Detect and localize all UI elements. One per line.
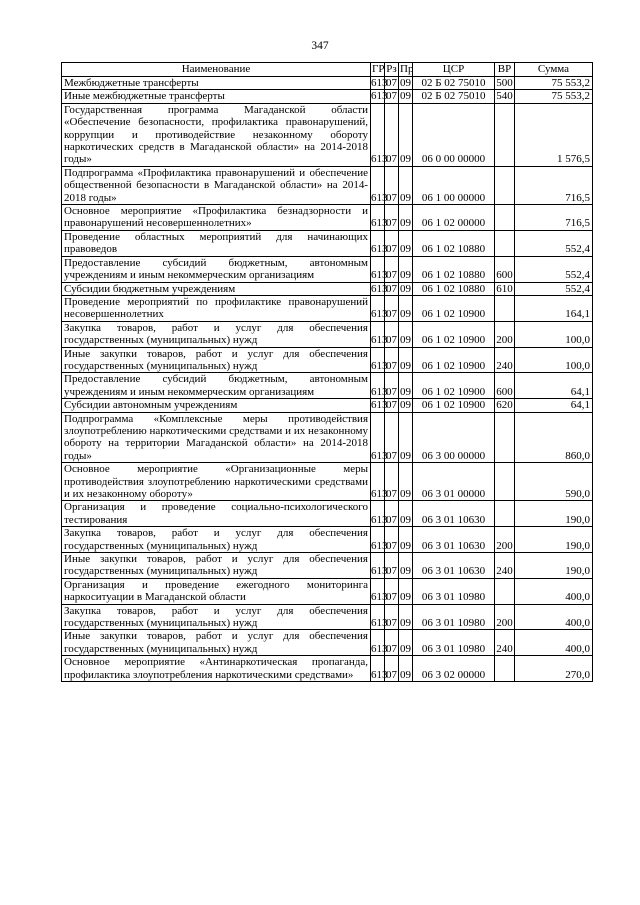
cell-pr: 09 bbox=[399, 166, 413, 204]
cell-gr: 613 bbox=[371, 373, 385, 399]
cell-csr: 06 3 01 10980 bbox=[413, 578, 495, 604]
cell-vr bbox=[495, 103, 515, 166]
cell-rz: 07 bbox=[386, 282, 397, 295]
cell-csr: 02 Б 02 75010 bbox=[413, 77, 495, 90]
cell-pr: 09 bbox=[399, 553, 413, 579]
header-pr: Пр bbox=[400, 63, 414, 76]
cell-gr: 613 bbox=[371, 205, 385, 231]
cell-rz: 07 bbox=[385, 501, 399, 527]
table-row bbox=[62, 630, 593, 656]
cell-pr: 09 bbox=[399, 527, 413, 553]
cell-pr: 09 bbox=[399, 347, 413, 373]
cell-sum: 100,0 bbox=[515, 321, 593, 347]
header-vr: ВР bbox=[495, 63, 515, 77]
cell-sum: 552,4 bbox=[515, 256, 593, 282]
cell-csr: 06 3 01 10980 bbox=[413, 604, 495, 630]
cell-sum: 552,4 bbox=[515, 230, 593, 256]
cell-gr: 613 bbox=[371, 463, 385, 501]
table-row bbox=[62, 295, 593, 321]
cell-vr bbox=[495, 463, 515, 501]
cell-gr: 613 bbox=[371, 412, 385, 463]
cell-csr: 06 3 01 10630 bbox=[413, 527, 495, 553]
table-row bbox=[62, 103, 593, 166]
cell-gr: 613 bbox=[371, 77, 388, 89]
cell-name: Предоставление субсидий бюджетным, автономным учреждениям и иным некоммерческим организациям bbox=[62, 256, 371, 282]
cell-name: Иные закупки товаров, работ и услуг для обеспечения государственных (муниципальных) нужд bbox=[62, 553, 371, 579]
cell-csr: 06 1 02 10900 bbox=[413, 295, 495, 321]
cell-vr bbox=[495, 578, 515, 604]
cell-gr: 613 bbox=[371, 321, 385, 347]
cell-vr bbox=[495, 656, 515, 682]
cell-csr: 06 3 02 00000 bbox=[413, 656, 495, 682]
cell-rz: 07 bbox=[385, 553, 399, 579]
cell-csr: 06 1 02 10900 bbox=[413, 321, 495, 347]
cell-sum: 400,0 bbox=[515, 630, 593, 656]
cell-vr: 200 bbox=[495, 604, 515, 630]
cell-gr: 613 bbox=[371, 604, 385, 630]
table-row bbox=[62, 501, 593, 527]
table-row bbox=[62, 656, 593, 682]
cell-vr: 600 bbox=[495, 373, 515, 399]
table-row bbox=[62, 553, 593, 579]
cell-vr: 620 bbox=[496, 399, 513, 412]
cell-pr: 09 bbox=[399, 501, 413, 527]
cell-name: Организация и проведение ежегодного мониторинга наркоситуации в Магаданской области bbox=[62, 578, 371, 604]
cell-rz: 07 bbox=[385, 630, 399, 656]
cell-name: Иные межбюджетные трансферты bbox=[62, 90, 371, 103]
cell-vr bbox=[495, 166, 515, 204]
cell-csr: 06 1 02 00000 bbox=[413, 205, 495, 231]
header-sum: Сумма bbox=[515, 63, 593, 77]
cell-name: Проведение мероприятий по профилактике правонарушений несовершеннолетних bbox=[62, 295, 371, 321]
budget-table bbox=[61, 62, 593, 682]
cell-vr: 540 bbox=[496, 90, 513, 103]
cell-sum: 190,0 bbox=[515, 527, 593, 553]
cell-vr: 200 bbox=[495, 527, 515, 553]
cell-pr: 09 bbox=[399, 373, 413, 399]
cell-sum: 75 553,2 bbox=[515, 90, 593, 103]
cell-pr: 09 bbox=[399, 604, 413, 630]
header-rz: Рз bbox=[386, 63, 397, 76]
cell-gr: 613 bbox=[371, 282, 388, 295]
table-row bbox=[62, 412, 593, 463]
cell-sum: 552,4 bbox=[515, 282, 593, 295]
cell-name: Иные закупки товаров, работ и услуг для обеспечения государственных (муниципальных) нужд bbox=[62, 347, 371, 373]
cell-name: Государственная программа Магаданской области «Обеспечение безопасности, профилактика правонарушений, коррупции и противодействие незаконному обороту наркотических средств в Магаданской области» на 2014-2018 годы» bbox=[62, 103, 371, 166]
cell-pr: 09 bbox=[399, 578, 413, 604]
cell-rz: 07 bbox=[385, 103, 399, 166]
cell-rz: 07 bbox=[386, 77, 397, 89]
cell-name: Закупка товаров, работ и услуг для обеспечения государственных (муниципальных) нужд bbox=[62, 321, 371, 347]
cell-vr: 240 bbox=[495, 553, 515, 579]
table-header-row bbox=[62, 63, 593, 77]
cell-rz: 07 bbox=[385, 656, 399, 682]
table-row bbox=[62, 463, 593, 501]
table-row bbox=[62, 578, 593, 604]
cell-pr: 09 bbox=[400, 399, 411, 412]
cell-vr bbox=[495, 501, 515, 527]
cell-name: Субсидии бюджетным учреждениям bbox=[62, 282, 371, 295]
cell-gr: 613 bbox=[371, 553, 385, 579]
cell-csr: 06 3 01 00000 bbox=[413, 463, 495, 501]
cell-pr: 09 bbox=[399, 321, 413, 347]
cell-rz: 07 bbox=[385, 205, 399, 231]
cell-pr: 09 bbox=[399, 630, 413, 656]
cell-name: Иные закупки товаров, работ и услуг для обеспечения государственных (муниципальных) нужд bbox=[62, 630, 371, 656]
cell-pr: 09 bbox=[399, 230, 413, 256]
cell-pr: 09 bbox=[400, 282, 411, 295]
cell-vr bbox=[495, 230, 515, 256]
cell-sum: 590,0 bbox=[515, 463, 593, 501]
cell-gr: 613 bbox=[371, 656, 385, 682]
cell-sum: 190,0 bbox=[515, 501, 593, 527]
cell-vr bbox=[495, 295, 515, 321]
cell-pr: 09 bbox=[399, 295, 413, 321]
table-row bbox=[62, 230, 593, 256]
cell-sum: 716,5 bbox=[515, 205, 593, 231]
cell-csr: 06 1 02 10880 bbox=[413, 230, 495, 256]
cell-gr: 613 bbox=[371, 256, 385, 282]
cell-vr: 240 bbox=[495, 347, 515, 373]
table-row bbox=[62, 90, 593, 103]
cell-name: Подпрограмма «Профилактика правонарушений и обеспечение общественной безопасности в Магаданской области» на 2014-2018 годы» bbox=[62, 166, 371, 204]
cell-rz: 07 bbox=[385, 321, 399, 347]
cell-name: Основное мероприятие «Организационные меры противодействия злоупотреблению наркотическими средствами и их незаконному обороту» bbox=[62, 463, 371, 501]
cell-rz: 07 bbox=[385, 230, 399, 256]
cell-csr: 06 0 00 00000 bbox=[413, 103, 495, 166]
cell-vr bbox=[495, 412, 515, 463]
cell-pr: 09 bbox=[399, 656, 413, 682]
cell-gr: 613 bbox=[371, 630, 385, 656]
header-gr: ГР bbox=[372, 63, 385, 76]
cell-csr: 06 1 02 10900 bbox=[413, 347, 495, 373]
cell-sum: 270,0 bbox=[515, 656, 593, 682]
table-row bbox=[62, 321, 593, 347]
cell-name: Основное мероприятие «Профилактика безнадзорности и правонарушений несовершеннолетних» bbox=[62, 205, 371, 231]
cell-vr: 200 bbox=[495, 321, 515, 347]
cell-sum: 400,0 bbox=[515, 578, 593, 604]
cell-sum: 190,0 bbox=[515, 553, 593, 579]
cell-vr: 610 bbox=[496, 282, 513, 295]
cell-sum: 100,0 bbox=[515, 347, 593, 373]
cell-csr: 06 3 00 00000 bbox=[413, 412, 495, 463]
cell-name: Закупка товаров, работ и услуг для обеспечения государственных (муниципальных) нужд bbox=[62, 604, 371, 630]
cell-name: Закупка товаров, работ и услуг для обеспечения государственных (муниципальных) нужд bbox=[62, 527, 371, 553]
cell-sum: 716,5 bbox=[515, 166, 593, 204]
table-row bbox=[62, 604, 593, 630]
cell-name: Основное мероприятие «Антинаркотическая пропаганда, профилактика злоупотребления наркотическими средствами» bbox=[62, 656, 371, 682]
cell-gr: 613 bbox=[371, 347, 385, 373]
cell-csr: 06 1 02 10880 bbox=[413, 282, 495, 295]
cell-vr: 500 bbox=[496, 77, 513, 89]
table-row bbox=[62, 256, 593, 282]
cell-sum: 400,0 bbox=[515, 604, 593, 630]
cell-csr: 02 Б 02 75010 bbox=[413, 90, 495, 103]
cell-name: Межбюджетные трансферты bbox=[62, 77, 371, 90]
cell-pr: 09 bbox=[400, 90, 411, 103]
cell-csr: 06 1 02 10880 bbox=[413, 256, 495, 282]
cell-name: Организация и проведение социально-психологического тестирования bbox=[62, 501, 371, 527]
cell-rz: 07 bbox=[386, 90, 397, 103]
cell-sum: 64,1 bbox=[515, 399, 593, 412]
cell-csr: 06 1 02 10900 bbox=[413, 399, 495, 412]
cell-name: Подпрограмма «Комплексные меры противодействия злоупотреблению наркотическими средствами и их незаконному обороту на территории Магаданской области» на 2014-2018 годы» bbox=[62, 412, 371, 463]
cell-rz: 07 bbox=[385, 578, 399, 604]
header-name: Наименование bbox=[62, 63, 371, 77]
cell-pr: 09 bbox=[400, 77, 411, 89]
cell-pr: 09 bbox=[399, 412, 413, 463]
header-csr: ЦСР bbox=[413, 63, 495, 77]
cell-gr: 613 bbox=[371, 501, 385, 527]
cell-csr: 06 1 00 00000 bbox=[413, 166, 495, 204]
cell-csr: 06 3 01 10980 bbox=[413, 630, 495, 656]
cell-vr: 600 bbox=[495, 256, 515, 282]
cell-gr: 613 bbox=[371, 399, 388, 412]
cell-rz: 07 bbox=[385, 256, 399, 282]
table-row bbox=[62, 399, 593, 412]
table-row bbox=[62, 77, 593, 90]
table-row bbox=[62, 205, 593, 231]
cell-rz: 07 bbox=[385, 463, 399, 501]
cell-pr: 09 bbox=[399, 256, 413, 282]
cell-csr: 06 1 02 10900 bbox=[413, 373, 495, 399]
cell-rz: 07 bbox=[385, 295, 399, 321]
cell-rz: 07 bbox=[385, 347, 399, 373]
cell-pr: 09 bbox=[399, 205, 413, 231]
cell-rz: 07 bbox=[386, 399, 397, 412]
cell-name: Проведение областных мероприятий для начинающих правоведов bbox=[62, 230, 371, 256]
cell-gr: 613 bbox=[371, 90, 388, 103]
cell-sum: 1 576,5 bbox=[515, 103, 593, 166]
cell-rz: 07 bbox=[385, 604, 399, 630]
cell-sum: 75 553,2 bbox=[515, 77, 593, 90]
cell-name: Предоставление субсидий бюджетным, автономным учреждениям и иным некоммерческим организациям bbox=[62, 373, 371, 399]
cell-pr: 09 bbox=[399, 103, 413, 166]
table-row bbox=[62, 166, 593, 204]
cell-gr: 613 bbox=[371, 295, 385, 321]
cell-sum: 64,1 bbox=[515, 373, 593, 399]
cell-csr: 06 3 01 10630 bbox=[413, 501, 495, 527]
cell-gr: 613 bbox=[371, 103, 385, 166]
cell-gr: 613 bbox=[371, 578, 385, 604]
table-row bbox=[62, 347, 593, 373]
cell-pr: 09 bbox=[399, 463, 413, 501]
cell-rz: 07 bbox=[385, 527, 399, 553]
cell-rz: 07 bbox=[385, 412, 399, 463]
cell-vr bbox=[495, 205, 515, 231]
table-row bbox=[62, 527, 593, 553]
cell-gr: 613 bbox=[371, 166, 385, 204]
table-row bbox=[62, 282, 593, 295]
cell-sum: 164,1 bbox=[515, 295, 593, 321]
cell-vr: 240 bbox=[495, 630, 515, 656]
table-row bbox=[62, 373, 593, 399]
cell-csr: 06 3 01 10630 bbox=[413, 553, 495, 579]
cell-name: Субсидии автономным учреждениям bbox=[62, 399, 371, 412]
page-number: 347 bbox=[311, 40, 329, 52]
cell-gr: 613 bbox=[371, 527, 385, 553]
cell-gr: 613 bbox=[371, 230, 385, 256]
cell-rz: 07 bbox=[385, 373, 399, 399]
cell-rz: 07 bbox=[385, 166, 399, 204]
cell-sum: 860,0 bbox=[515, 412, 593, 463]
